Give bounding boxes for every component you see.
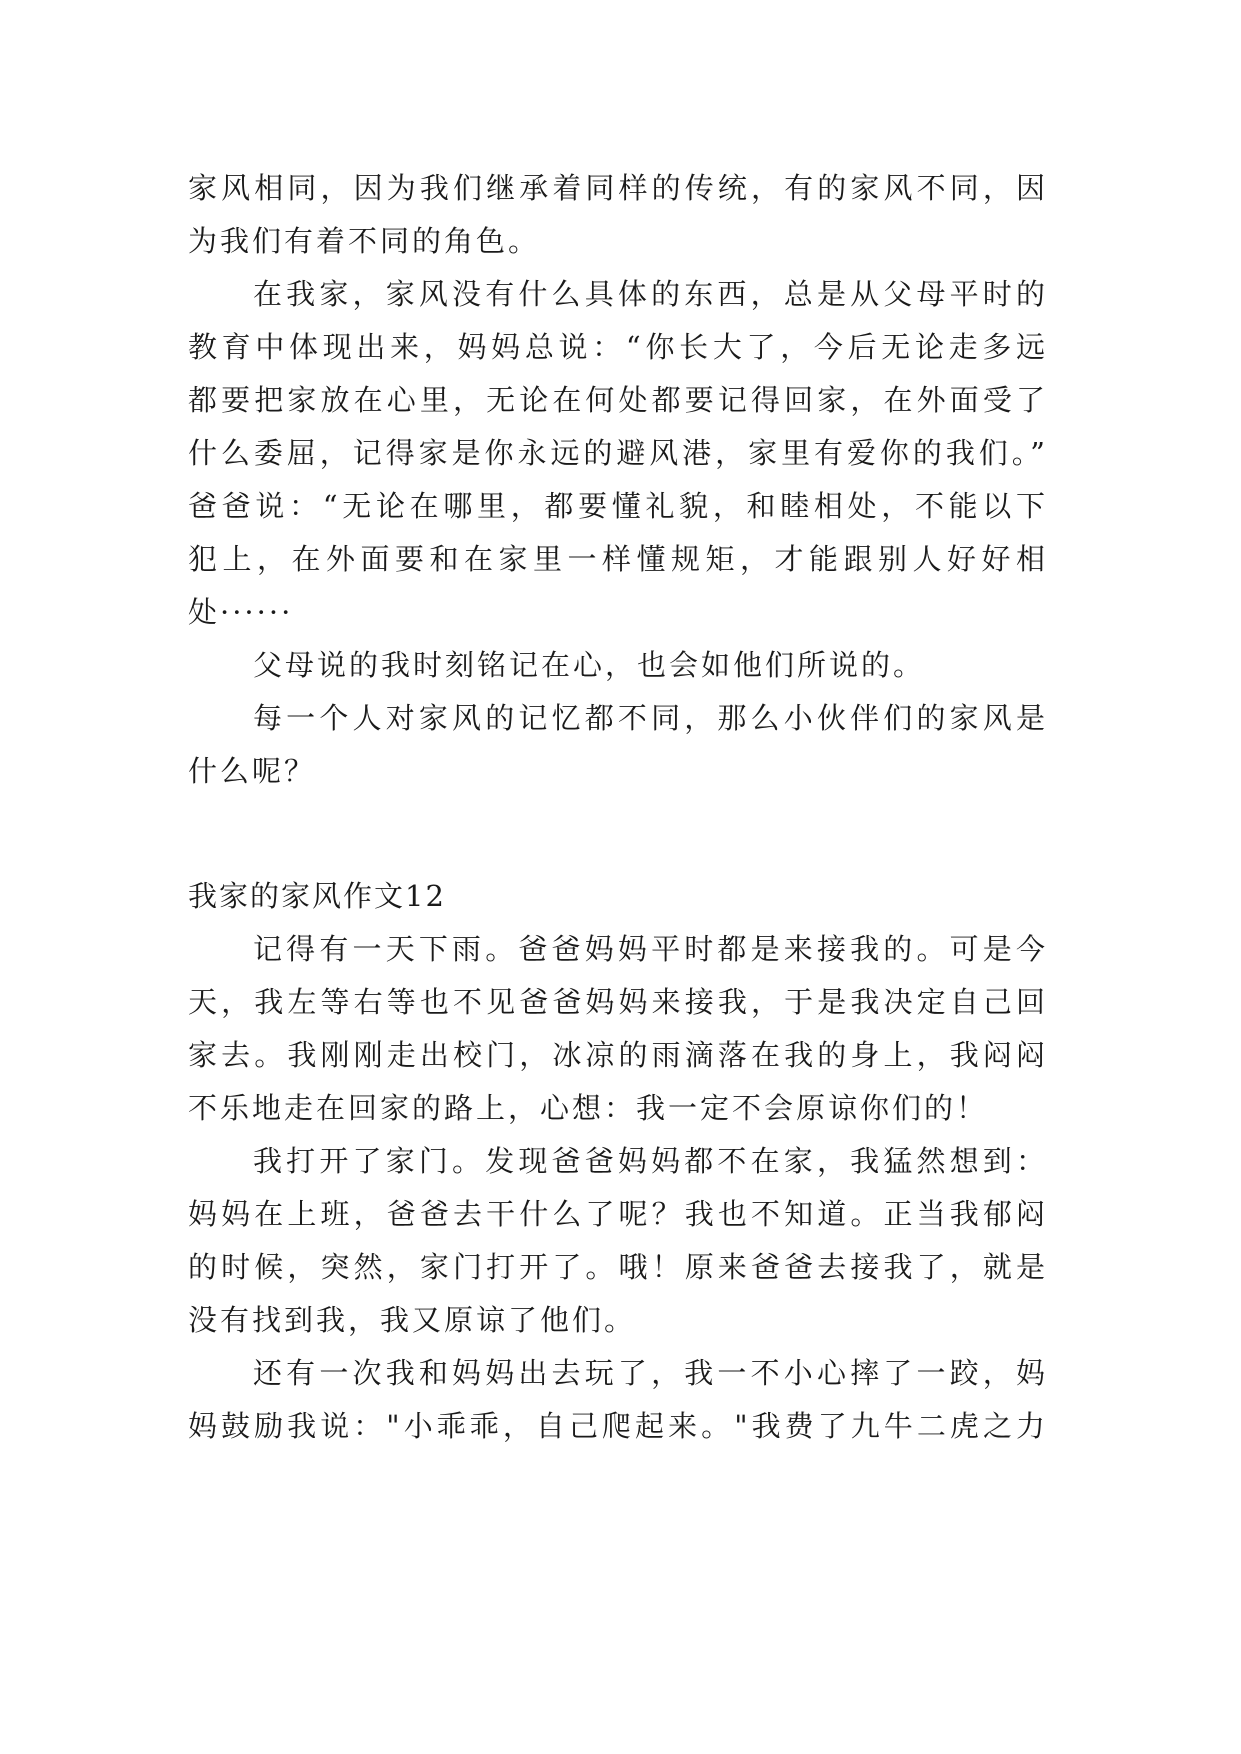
paragraph-line: 在我家，家风没有什么具体的东西，总是从父母平时的	[253, 277, 1048, 311]
paragraph-line: 什么委屈，记得家是你永远的避风港，家里有爱你的我们。”	[188, 436, 1048, 470]
paragraph-line: 犯上，在外面要和在家里一样懂规矩，才能跟别人好好相	[188, 542, 1048, 576]
paragraph-line: 家去。我刚刚走出校门，冰凉的雨滴落在我的身上，我闷闷	[188, 1038, 1048, 1072]
paragraph-line: 妈鼓励我说："小乖乖，自己爬起来。"我费了九牛二虎之力	[188, 1409, 1048, 1443]
paragraph-line: 什么呢？	[188, 754, 317, 788]
paragraph-line: 没有找到我，我又原谅了他们。	[188, 1303, 637, 1337]
paragraph-line: 还有一次我和妈妈出去玩了，我一不小心摔了一跤，妈	[253, 1356, 1048, 1390]
paragraph-line: 的时候，突然，家门打开了。哦！原来爸爸去接我了，就是	[188, 1250, 1048, 1284]
paragraph-line: 天，我左等右等也不见爸爸妈妈来接我，于是我决定自己回	[188, 985, 1048, 1019]
paragraph-line: 处······	[188, 595, 294, 629]
paragraph-line: 为我们有着不同的角色。	[188, 224, 541, 258]
paragraph-line: 父母说的我时刻铭记在心，也会如他们所说的。	[253, 648, 926, 682]
paragraph-line: 都要把家放在心里，无论在何处都要记得回家，在外面受了	[188, 383, 1048, 417]
paragraph-line: 每一个人对家风的记忆都不同，那么小伙伴们的家风是	[253, 701, 1048, 735]
section-heading: 我家的家风作文12	[188, 879, 446, 913]
paragraph-line: 我打开了家门。发现爸爸妈妈都不在家，我猛然想到：	[253, 1144, 1048, 1178]
paragraph-line: 记得有一天下雨。爸爸妈妈平时都是来接我的。可是今	[253, 932, 1048, 966]
paragraph-line: 爸爸说：“无论在哪里，都要懂礼貌，和睦相处，不能以下	[188, 489, 1048, 523]
paragraph-line: 妈妈在上班，爸爸去干什么了呢？我也不知道。正当我郁闷	[188, 1197, 1048, 1231]
paragraph-line: 不乐地走在回家的路上，心想：我一定不会原谅你们的！	[188, 1091, 989, 1125]
paragraph-line: 家风相同，因为我们继承着同样的传统，有的家风不同，因	[188, 171, 1048, 205]
paragraph-line: 教育中体现出来，妈妈总说：“你长大了，今后无论走多远	[188, 330, 1048, 364]
